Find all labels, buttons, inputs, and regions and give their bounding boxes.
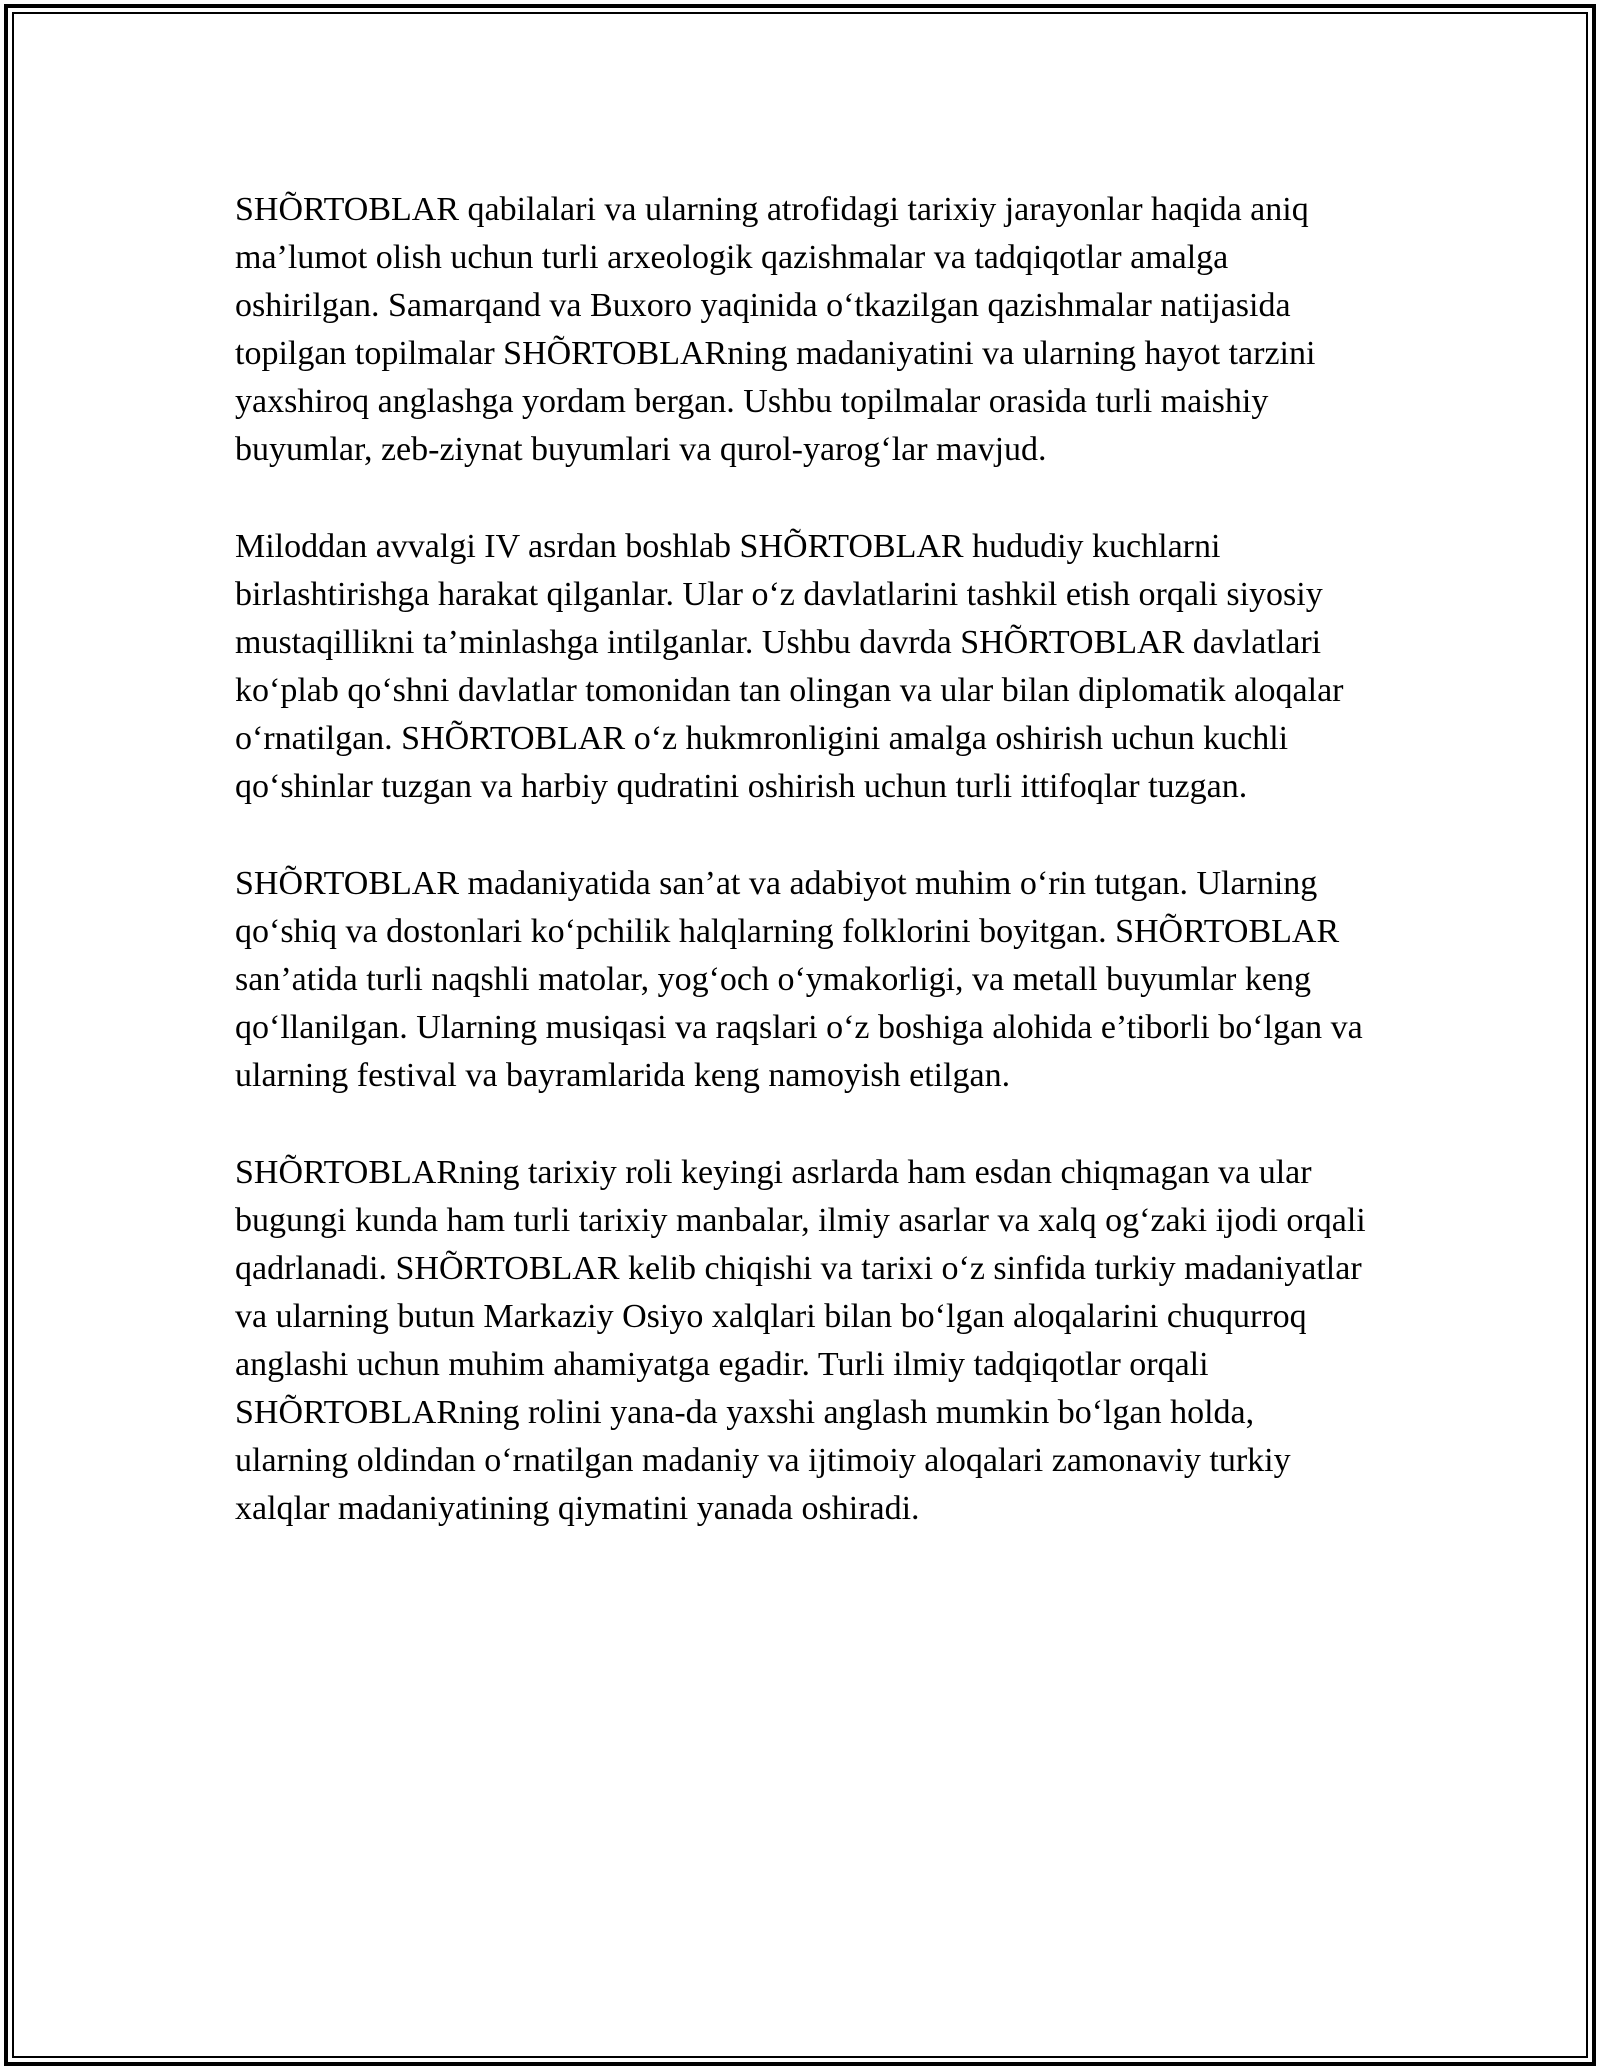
paragraph-2: Miloddan avvalgi IV asrdan boshlab SHÕRTOBLAR hududiy kuchlarni birlashtirishga harakat qilganlar. Ular o‘z davlatlarini tashkil etish orqali siyosiy mustaqillikni ta’minlashga intilganlar. Ushbu davrda SHÕRTOBLAR davlatlari ko‘plab qo‘shni davlatlar tomonidan tan olingan va ular bilan diplomatik aloqalar o‘rnatilgan. SHÕRTOBLAR o‘z hukmronligini amalga oshirish uchun kuchli qo‘shinlar tuzgan va harbiy qudratini oshirish uchun turli ittifoqlar tuzgan. (235, 528, 1344, 805)
document-body (235, 186, 1375, 1582)
paragraph-4: SHÕRTOBLARning tarixiy roli keyingi asrlarda ham esdan chiqmagan va ular bugungi kunda ham turli tarixiy manbalar, ilmiy asarlar va xalq og‘zaki ijodi orqali qadrlanadi. SHÕRTOBLAR kelib chiqishi va tarixi o‘z sinfida turkiy madaniyatlar va ularning butun Markaziy Osiyo xalqlari bilan bo‘lgan aloqalarini chuqurroq anglashi uchun muhim ahamiyatga egadir. Turli ilmiy tadqiqotlar orqali SHÕRTOBLARning rolini yana-da yaxshi anglash mumkin bo‘lgan holda, ularning oldindan o‘rnatilgan madaniy va ijtimoiy aloqalari zamonaviy turkiy xalqlar madaniyatining qiymatini yanada oshiradi. (235, 1154, 1366, 1527)
paragraph-3: SHÕRTOBLAR madaniyatida san’at va adabiyot muhim o‘rin tutgan. Ularning qo‘shiq va dostonlari ko‘pchilik halqlarning folklorini boyitgan. SHÕRTOBLAR san’atida turli naqshli matolar, yog‘och o‘ymakorligi, va metall buyumlar keng qo‘llanilgan. Ularning musiqasi va raqslari o‘z boshiga alohida e’tiborli bo‘lgan va ularning festival va bayramlarida keng namoyish etilgan. (235, 865, 1363, 1094)
paragraph-1: SHÕRTOBLAR qabilalari va ularning atrofidagi tarixiy jarayonlar haqida aniq ma’lumot olish uchun turli arxeologik qazishmalar va tadqiqotlar amalga oshirilgan. Samarqand va Buxoro yaqinida o‘tkazilgan qazishmalar natijasida topilgan topilmalar SHÕRTOBLARning madaniyatini va ularning hayot tarzini yaxshiroq anglashga yordam bergan. Ushbu topilmalar orasida turli maishiy buyumlar, zeb-ziynat buyumlari va qurol-yarog‘lar mavjud. (235, 191, 1316, 468)
